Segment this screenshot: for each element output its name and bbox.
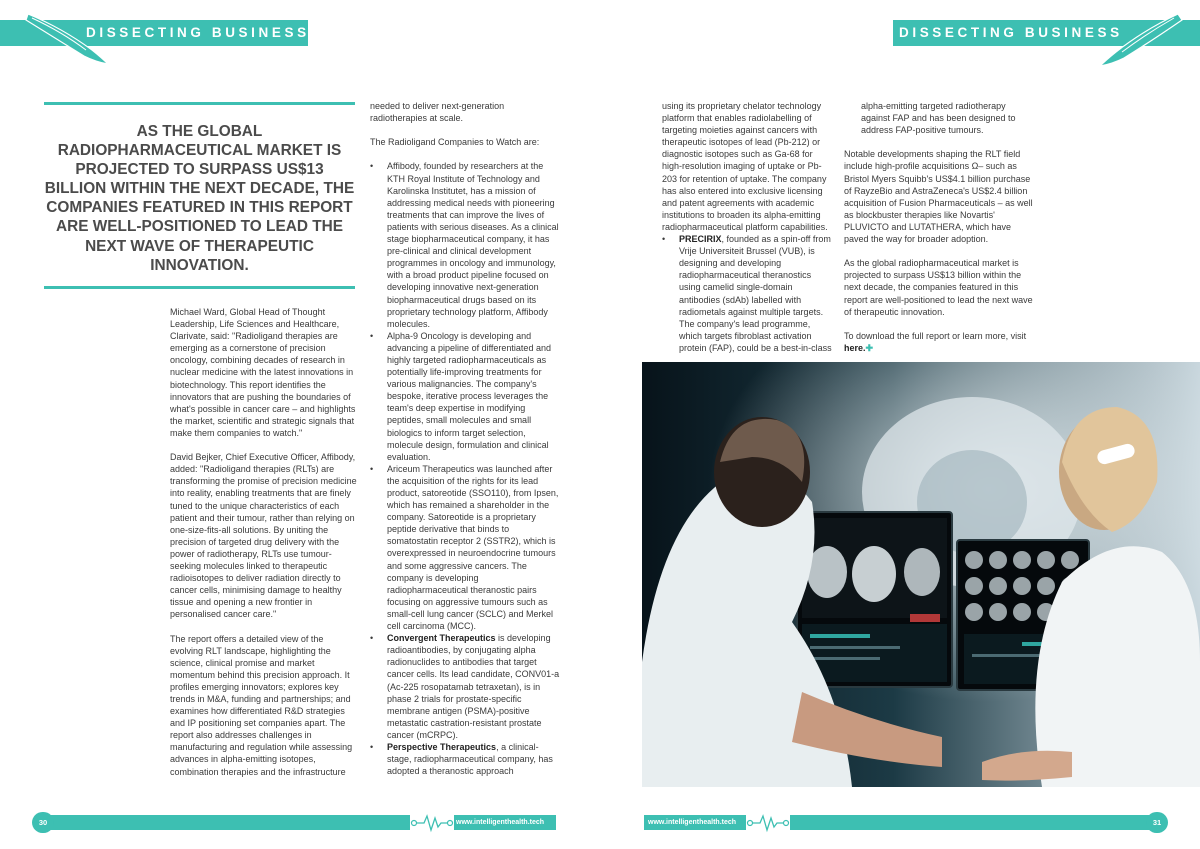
scalpel-icon [1092, 8, 1184, 70]
page-number-badge: 30 [32, 812, 54, 833]
closing-paragraphs [844, 148, 1034, 317]
company-description: Alpha-9 Oncology is developing and advancing a pipeline of differentiated and highly targeted radiopharmaceuticals as potentially life-improving treatments for various malignancies. The company's bespoke, iterative process leverages the team's deep expertise in modifying peptides, small molecules and small biologics to inform target selection, molecule design, formulation and clinical evaluation. [387, 330, 551, 462]
body-paragraph: David Bejker, Chief Executive Officer, Affibody, added: "Radioligand therapies (RLTs) are transforming the promise of precision medicine into reality, enabling treatments that are finely tuned to the unique characteristics of each patient and their tumour, rather than relying on one-size-fits-all solutions. By uniting the precision of targeted drug delivery with the power of radiotherapy, RLTs use tumour-seeking molecules linked to therapeutic radioisotopes to deliver radiation directly to cancer cells, minimising damage to healthy tissue and opening a new frontier in personalised cancer care." [170, 452, 357, 620]
download-link[interactable]: here. [844, 342, 866, 353]
quote-rule-bottom [44, 286, 355, 289]
text-column-2 [370, 100, 560, 777]
company-item [370, 741, 560, 777]
body-paragraph: Notable developments shaping the RLT field include high-profile acquisitions Ω– such as Bristol Myers Squibb's US$4.1 billion purchase of RayzeBio and AstraZeneca's US$2.4 billion acquisition of Fusion Pharmaceuticals – as well as blockbuster therapies like Novartis' PLUVICTO and LUTATHERA, which have paved the way for broader adoption. [844, 149, 1033, 245]
heartbeat-icon [410, 813, 454, 833]
page-number-badge: 31 [1146, 812, 1168, 833]
footer-link[interactable]: www.intelligenthealth.tech [456, 819, 545, 826]
company-name: PRECIRIX [679, 234, 722, 245]
company-item [370, 160, 560, 329]
download-text: To download the full report or learn more, visit [844, 330, 1027, 341]
company-name: Perspective Therapeutics [387, 741, 497, 752]
heartbeat-icon [746, 813, 790, 833]
body-paragraph: Michael Ward, Global Head of Thought Leadership, Life Sciences and Healthcare, Clarivate, said: "Radioligand therapies are emerging as a cornerstone of precision oncology, combining decades of research in nuclear medicine with the latest innovations in biotechnology. This report identifies the innovators that are pushing the boundaries of what's possible in cancer care – and highlights the market, scientific and strategic signals that make them companies to watch." [170, 307, 356, 438]
company-list-continued [662, 233, 834, 354]
footer-link[interactable]: www.intelligenthealth.tech [648, 819, 737, 826]
section-title: DISSECTING BUSINESS [899, 25, 1123, 40]
text-column-4 [844, 100, 1034, 366]
quote-rule-top [44, 102, 355, 105]
company-item [370, 463, 560, 632]
company-description: , a clinical-stage, radiopharmaceutical company, has adopted a theranostic approach [387, 741, 553, 777]
company-item [662, 233, 834, 354]
companies-heading: The Radioligand Companies to Watch are: [370, 137, 540, 148]
plus-icon: ✚ [865, 342, 874, 353]
right-page [600, 0, 1200, 849]
company-description: is developing radioantibodies, by conjugating alpha radionuclides to antibodies that target cancer cells. Its lead candidate, CONV01-a (Ac-225 rosopatamab tetraxetan), is in phase 2 trials for prostate-specific membrane antigen (PSMA)-positive metastatic castration-resistant prostate cancer (mCRPC). [387, 633, 560, 740]
body-paragraph: As the global radiopharmaceutical market is projected to surpass US$13 billion within the next decade, the companies featured in this report are well-positioned to lead the next wave of therapeutic innovation. [844, 258, 1033, 317]
bullet-continuation: alpha-emitting targeted radiotherapy against FAP and has been designed to address FAP-positive tumours. [861, 101, 1016, 136]
company-list [370, 160, 560, 777]
column-continuation: using its proprietary chelator technology platform that enables radiolabelling of targeting moieties against cancers with therapeutic isotopes of lead (Pb-212) or diagnostic isotopes such as Ga-68 for high-resolution imaging of uptake or Pb-203 for retention of uptake. The company has also entered into exclusive licensing and patent agreements with academic institutions to broaden its alpha-emitting radiopharmaceutical platform capabilities. [662, 101, 828, 232]
photo-illustration [642, 362, 1200, 787]
section-title: DISSECTING BUSINESS [86, 25, 310, 40]
pull-quote: AS THE GLOBAL RADIOPHARMACEUTICAL MARKET IS PROJECTED TO SURPASS US$13 BILLION WITHIN THE NEXT DECADE, THE COMPANIES FEATURED IN THIS REPORT ARE WELL-POSITIONED TO LEAD THE NEXT WAVE OF THERAPEUTIC INNOVATION. [44, 123, 355, 274]
text-column-1 [170, 306, 358, 790]
company-item [370, 330, 560, 463]
body-paragraph: The report offers a detailed view of the evolving RLT landscape, highlighting the science, clinical promise and market momentum behind this precision approach. It profiles emerging innovators; explores key trends in M&A, funding and partnerships; and examines how differentiated R&D strategies and IP positioning set companies apart. The report also addresses challenges in manufacturing and regulation while assessing advances in alpha-emitting isotopes, combination therapies and the infrastructure [170, 633, 353, 777]
company-description: Affibody, founded by researchers at the KTH Royal Institute of Technology and Karolinska Institutet, has a mission of addressing medical needs with pioneering treatments that can improve the lives of patients with serious diseases. As a clinical stage biopharmaceutical company, it has pre-clinical and clinical development programmes in oncology and immunology, with a broad product pipeline focused on developing innovative next-generation biopharmaceutical drugs based on its proprietary technology platform, Affibody molecules. [387, 161, 559, 329]
column-continuation: needed to deliver next-generation radiotherapies at scale. [370, 101, 505, 124]
company-description: , founded as a spin-off from Vrije Universiteit Brussel (VUB), is designing and developing radiopharmaceutical theranostics using camelid single-domain antibodies (sdAb) labelled with radiometals against multiple targets. The company's lead programme, which targets fibroblast activation protein (FAP), could be a best-in-class [679, 234, 832, 353]
company-item [370, 632, 560, 741]
download-paragraph [844, 330, 1034, 354]
company-name: Convergent Therapeutics [387, 633, 496, 644]
company-description: Ariceum Therapeutics was launched after the acquisition of the rights for its lead product, satoreotide (SSO110), from Ipsen, which has remained a shareholder in the company. Satoreotide is a proprietary peptide derivative that binds to somatostatin receptor 2 (SSTR2), which is overexpressed in neuroendocrine tumours and some aggressive cancers. The company is developing radiopharmaceutical theranostic pairs focusing on aggressive tumours such as small-cell lung cancer (SCLC) and Merkel cell carcinoma (MCC). [387, 463, 559, 632]
clinicians-photo [642, 362, 1200, 787]
text-column-3 [662, 100, 834, 354]
scalpel-icon [22, 6, 114, 68]
